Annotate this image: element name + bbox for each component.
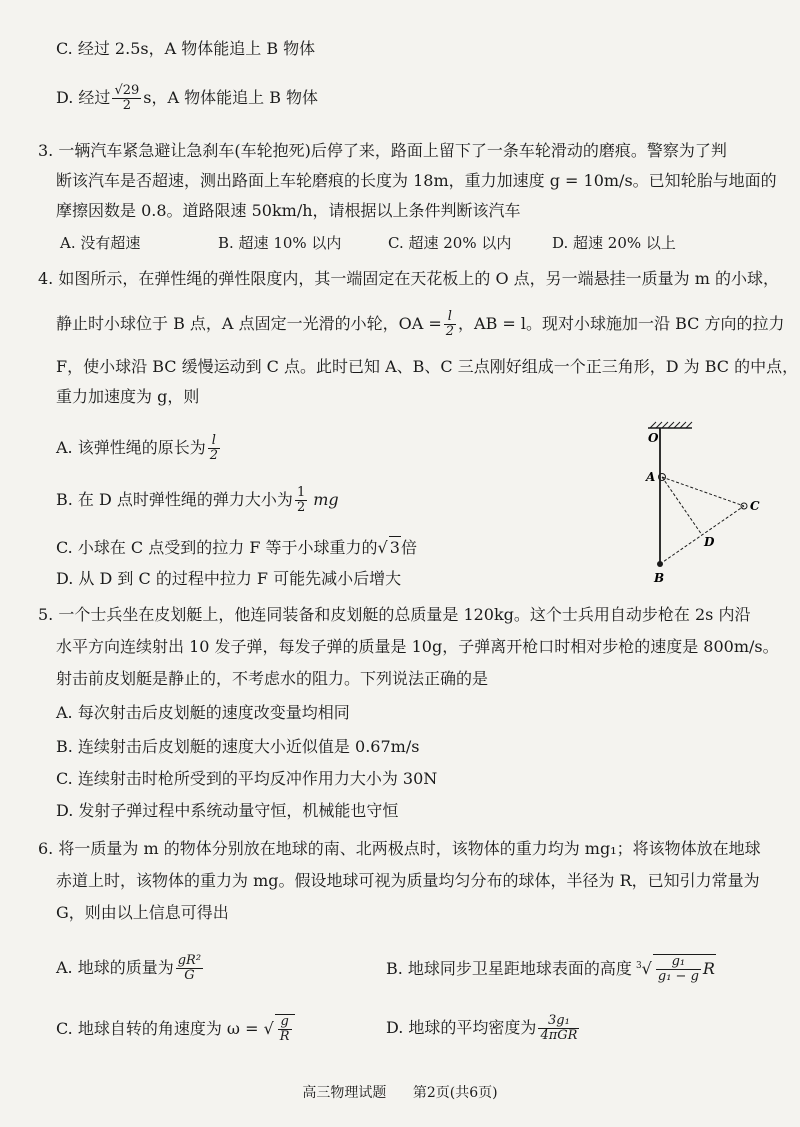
q2-option-c: C. 经过 2.5s，A 物体能追上 B 物体 <box>56 39 316 58</box>
q4-option-a-text: A. 该弹性绳的原长为 <box>56 438 206 457</box>
q5-option-a: A. 每次射击后皮划艇的速度改变量均相同 <box>56 703 350 722</box>
q4-option-d: D. 从 D 到 C 的过程中拉力 F 可能先减小后增大 <box>56 569 402 588</box>
q4-option-c-text: C. 小球在 C 点受到的拉力 F 等于小球重力的 <box>56 538 378 557</box>
q4-figure <box>620 418 780 588</box>
q3-option-b: B. 超速 10% 以内 <box>218 234 342 252</box>
q4-line2-part-a: 静止时小球位于 B 点，A 点固定一光滑的小轮，OA = <box>56 314 442 333</box>
footer-title: 高三物理试题 <box>302 1085 387 1101</box>
fraction-numerator: 3g₁ <box>538 1014 579 1029</box>
q4-option-c-suffix: 倍 <box>400 538 417 557</box>
q6-option-c-text: C. 地球自转的角速度为 ω = <box>56 1019 259 1038</box>
q2-option-d <box>56 84 318 113</box>
label-O: O <box>648 431 659 445</box>
q4-stem-line1: 4. 如图所示，在弹性绳的弹性限度内，其一端固定在天花板上的 O 点，另一端悬挂一质量为 m 的小球， <box>38 269 779 288</box>
label-C: C <box>750 499 760 513</box>
footer-page-number: 第2页(共6页) <box>412 1085 498 1101</box>
q6-option-b-text: B. 地球同步卫星距地球表面的高度 <box>386 959 632 978</box>
q4-option-a <box>56 434 222 463</box>
q6-stem-line3: G，则由以上信息可得出 <box>56 903 229 922</box>
q4-option-b-fraction <box>295 486 307 515</box>
fraction-denominator: 4πGR <box>540 1028 578 1043</box>
q5-stem-line3: 射击前皮划艇是静止的，不考虑水的阻力。下列说法正确的是 <box>56 669 489 688</box>
q3-stem-line2: 断该汽车是否超速，测出路面上车轮磨痕的长度为 18m，重力加速度 g = 10m/s。已知轮胎与地面的 <box>56 171 777 190</box>
fraction-numerator: l <box>208 434 220 449</box>
line-AC <box>662 477 744 506</box>
q3-stem-line3: 摩擦因数是 0.8。道路限速 50km/h，请根据以上条件判断该汽车 <box>56 201 521 220</box>
q6-option-c-fraction <box>278 1015 292 1044</box>
q4-line2-part-b: ，AB = l。现对小球施加一沿 BC 方向的拉力 <box>458 314 785 333</box>
fraction-numerator: g₁ <box>656 955 701 970</box>
fraction-numerator: l <box>444 310 456 325</box>
q4-option-a-fraction <box>208 434 220 463</box>
q3-stem-line1: 3. 一辆汽车紧急避让急刹车(车轮抱死)后停了来，路面上留下了一条车轮滑动的磨痕。警察为了判 <box>38 141 727 160</box>
q6-option-b: B. 地球同步卫星距地球表面的高度 $^3$√ $\frac{\text{g₁}}{\text{g₁ − g}}$ R <box>386 954 715 984</box>
q6-option-a-text: A. 地球的质量为 <box>56 958 174 977</box>
ball-B <box>657 561 663 567</box>
q6-option-b-suffix: R <box>702 959 715 978</box>
line-AD <box>662 477 702 535</box>
label-B: B <box>654 571 665 585</box>
q3-option-c: C. 超速 20% 以内 <box>388 234 512 252</box>
label-A: A <box>646 470 656 484</box>
fraction-denominator: g₁ − g <box>657 969 699 984</box>
q6-option-d-fraction <box>538 1014 579 1043</box>
q5-stem-line2: 水平方向连续射出 10 发子弹，每发子弹的质量是 10g，子弹离开枪口时相对步枪的速度是 800m/s。 <box>56 637 779 656</box>
q6-option-d-text: D. 地球的平均密度为 <box>386 1018 537 1037</box>
ceiling-hatch <box>648 422 692 428</box>
fraction-denominator: 2 <box>296 500 306 515</box>
label-D: D <box>704 535 715 549</box>
fraction-numerator: √29 <box>114 83 140 98</box>
fraction-numerator: gR² <box>177 953 202 968</box>
fraction-numerator: g <box>278 1015 292 1030</box>
line-BC <box>660 506 744 564</box>
q4-oa-fraction <box>444 310 456 339</box>
q6-option-b-fraction <box>656 955 701 984</box>
q4-stem-line2 <box>56 310 785 339</box>
fraction-numerator: 1 <box>296 485 306 500</box>
q6-option-b-root-index: 3 <box>635 960 642 971</box>
q3-option-a: A. 没有超速 <box>60 234 141 252</box>
q6-stem-line1: 6. 将一质量为 m 的物体分别放在地球的南、北两极点时，该物体的重力均为 mg₁；将该物体放在地球 <box>38 839 761 858</box>
fraction-denominator: 2 <box>122 98 131 113</box>
q6-stem-line2: 赤道上时，该物体的重力为 mg。假设地球可视为质量均匀分布的球体，半径为 R，已知引力常量为 <box>56 871 760 890</box>
fraction-denominator: R <box>279 1029 290 1044</box>
q2-option-d-prefix: D. 经过 <box>56 88 111 107</box>
q6-option-a-fraction <box>176 954 203 983</box>
q4-option-b-text: B. 在 D 点时弹性绳的弹力大小为 <box>56 490 293 509</box>
q2-option-d-fraction <box>112 84 141 113</box>
q4-option-c-sqrt: 3 <box>389 538 400 557</box>
q6-option-c: C. 地球自转的角速度为 ω = √ $\frac{g}{R}$ <box>56 1014 295 1044</box>
q3-option-d: D. 超速 20% 以上 <box>552 234 676 252</box>
q2-option-d-suffix: s，A 物体能追上 B 物体 <box>143 88 319 107</box>
q4-stem-line3: F，使小球沿 BC 缓慢运动到 C 点。此时已知 A、B、C 三点刚好组成一个正三角形，D 为 BC 的中点， <box>56 357 799 376</box>
fraction-denominator: 2 <box>209 448 219 463</box>
page-footer <box>0 1082 800 1102</box>
q4-option-b-suffix: mg <box>313 490 339 509</box>
q6-option-a <box>56 954 205 983</box>
q5-option-c: C. 连续射击时枪所受到的平均反冲作用力大小为 30N <box>56 769 438 788</box>
q5-option-d: D. 发射子弹过程中系统动量守恒，机械能也守恒 <box>56 801 399 820</box>
q4-option-b <box>56 486 339 515</box>
q4-option-c: C. 小球在 C 点受到的拉力 F 等于小球重力的√ 3倍 <box>56 538 417 557</box>
q4-stem-line4: 重力加速度为 g，则 <box>56 387 200 406</box>
q6-option-d <box>386 1014 581 1043</box>
fraction-denominator: G <box>184 968 195 983</box>
fraction-denominator: 2 <box>445 324 455 339</box>
q5-option-b: B. 连续射击后皮划艇的速度大小近似值是 0.67m/s <box>56 737 420 756</box>
q5-stem-line1: 5. 一个士兵坐在皮划艇上，他连同装备和皮划艇的总质量是 120kg。这个士兵用自动步枪在 2s 内沿 <box>38 605 751 624</box>
